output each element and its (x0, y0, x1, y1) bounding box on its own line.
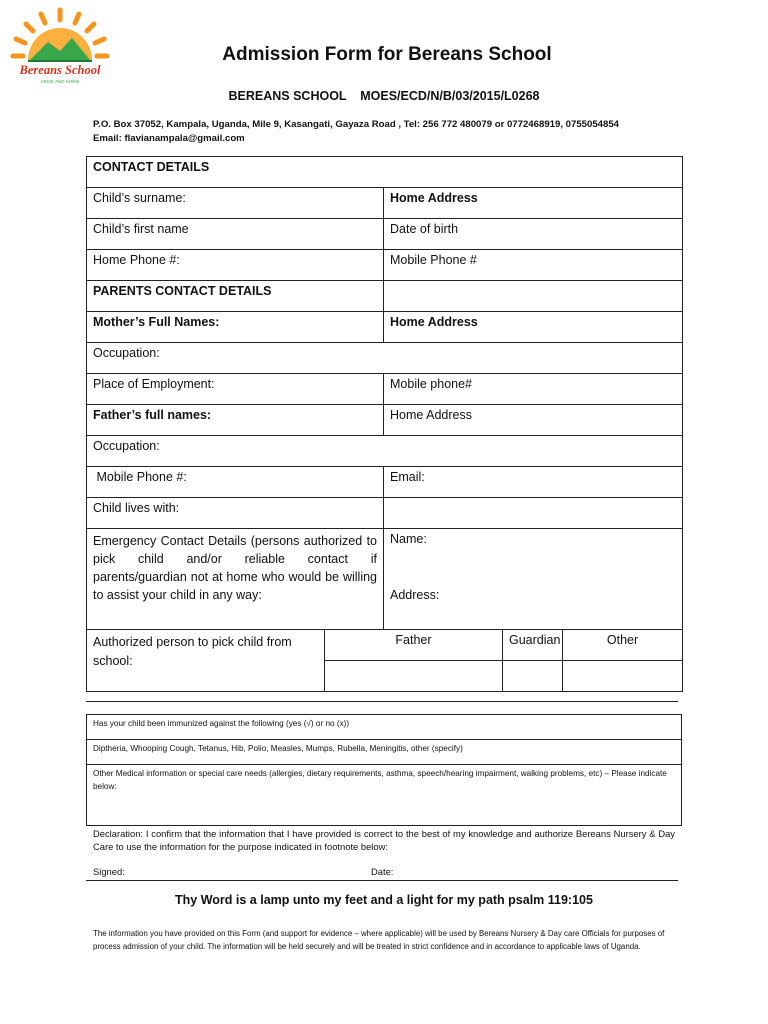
logo-tagline: ARISE AND SHINE (40, 79, 80, 84)
mother-names-field[interactable]: Mother’s Full Names: (87, 312, 384, 343)
footer-note: The information you have provided on this Form (and support for evidence – where applicable) will be used by Bereans Nursery & Day care Officials for purposes of process admission of your child. The information will be held securely and will be treated in strict confidence and in accordance to applicable laws of Uganda. (93, 929, 665, 951)
email-line: Email: flavianampala@gmail.com (93, 133, 245, 144)
father-occupation-field[interactable]: Occupation: (87, 436, 683, 467)
child-lives-with-value[interactable] (384, 498, 683, 529)
signature-line (86, 880, 678, 881)
diseases-list[interactable]: Diptheria, Whooping Cough, Tetanus, Hib, Polio, Measles, Mumps, Rubella, Meningitis, other (specify) (87, 740, 682, 765)
child-surname-field[interactable]: Child’s surname: (87, 188, 384, 219)
logo-name: Bereans School (19, 63, 101, 77)
child-lives-with-field[interactable]: Child lives with: (87, 498, 384, 529)
immunization-question: Has your child been immunized against the following (yes (√) or no (x)) (87, 715, 682, 740)
signed-label[interactable]: Signed: (93, 866, 125, 877)
home-phone-field[interactable]: Home Phone #: (87, 250, 384, 281)
school-registration: BEREANS SCHOOL MOES/ECD/N/B/03/2015/L0268 (228, 89, 540, 103)
parents-contact-heading: PARENTS CONTACT DETAILS (87, 281, 384, 312)
date-label[interactable]: Date: (371, 866, 394, 877)
declaration-text: Declaration: I confirm that the information that I have provided is correct to the best of my knowledge and authorize Bereans Nursery & Day Care to use the information for the purpose indicated in footnote below: (93, 828, 675, 852)
bible-verse: Thy Word is a lamp unto my feet and a light for my path psalm 119:105 (175, 893, 593, 907)
father-names-field[interactable]: Father’s full names: (87, 405, 384, 436)
section-divider (86, 701, 678, 702)
address-line: P.O. Box 37052, Kampala, Uganda, Mile 9, Kasangati, Gayaza Road , Tel: 256 772 480079 or 0772468919, 0755054854 (93, 119, 620, 130)
date-of-birth-field[interactable]: Date of birth (384, 219, 683, 250)
other-column-header: Other (563, 630, 683, 661)
other-checkbox-cell[interactable] (563, 661, 683, 692)
authorized-person-label: Authorized person to pick child from school: (87, 630, 325, 692)
mobile-phone-field[interactable]: Mobile Phone # (384, 250, 683, 281)
other-medical-info-field[interactable]: Other Medical information or special care needs (allergies, dietary requirements, asthma, speech/hearing impairment, walking problems, etc) – Please indicate below: (87, 765, 682, 826)
place-of-employment-field[interactable]: Place of Employment: (87, 374, 384, 405)
admission-form-table (86, 156, 683, 692)
school-address (93, 118, 619, 146)
contact-details-heading: CONTACT DETAILS (87, 157, 683, 188)
father-home-address-field[interactable]: Home Address (384, 405, 683, 436)
empty-cell[interactable] (384, 281, 683, 312)
emergency-contact-label: Emergency Contact Details (persons authorized to pick child and/or reliable contact if parents/guardian not at home who would be willing to assist your child in any way: (87, 529, 384, 630)
home-address-field[interactable]: Home Address (384, 188, 683, 219)
medical-table (86, 714, 682, 826)
page-title: Admission Form for Bereans School (222, 44, 552, 65)
email-field[interactable]: Email: (384, 467, 683, 498)
father-column-header: Father (325, 630, 503, 661)
guardian-checkbox-cell[interactable] (503, 661, 563, 692)
father-mobile-phone-field[interactable]: Mobile Phone #: (87, 467, 384, 498)
mother-home-address-field[interactable]: Home Address (384, 312, 683, 343)
guardian-column-header: Guardian (503, 630, 563, 661)
emergency-name-label: Name: (390, 532, 427, 546)
mother-mobile-phone-field[interactable]: Mobile phone# (384, 374, 683, 405)
father-checkbox-cell[interactable] (325, 661, 503, 692)
child-first-name-field[interactable]: Child’s first name (87, 219, 384, 250)
emergency-contact-field[interactable] (384, 529, 683, 630)
emergency-address-label: Address: (390, 588, 440, 602)
mother-occupation-field[interactable]: Occupation: (87, 343, 683, 374)
